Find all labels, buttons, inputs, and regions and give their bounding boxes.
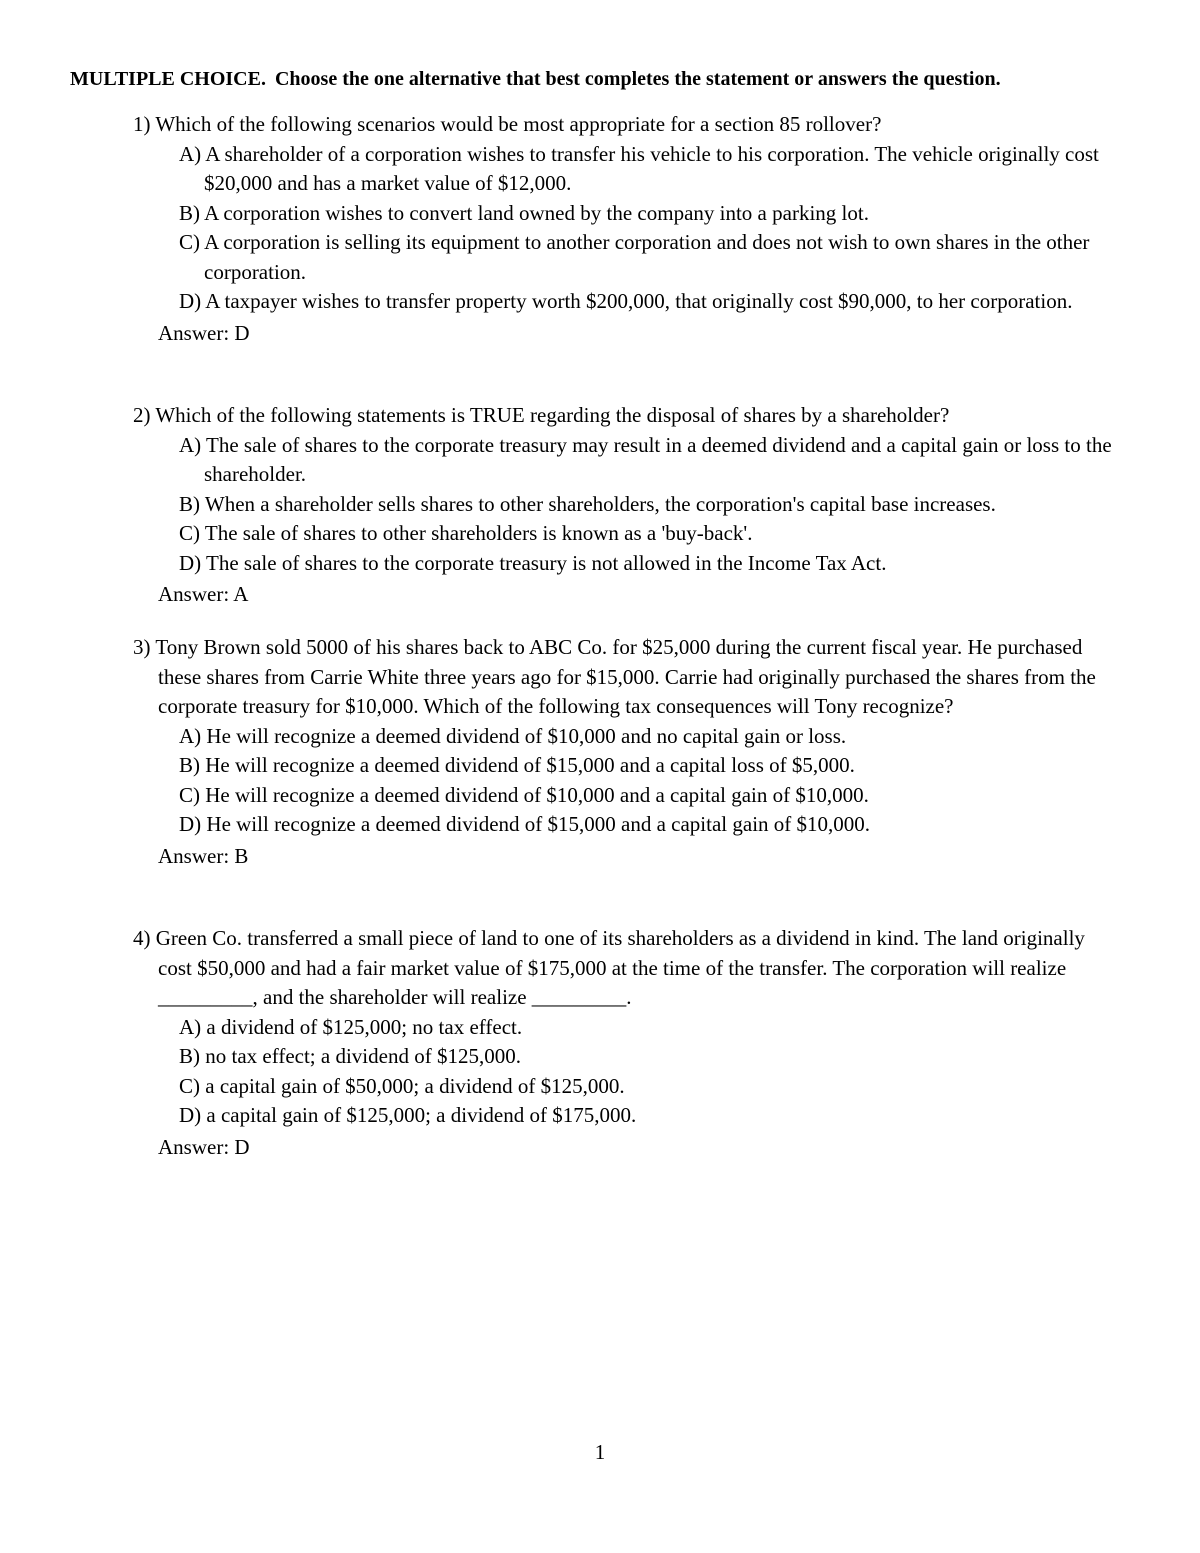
answer-key: Answer: D [158,1134,250,1159]
answer-options [133,431,1113,579]
answer-key: Answer: A [158,582,249,606]
question-stem: 4) Green Co. transferred a small piece of land to one of its shareholders as a dividend in kind. The land originally cost $50,000 and had a fair market value of $175,000 at the time of the transfer. The corporation will realize _________, and the shareholder will realize _________. [133,926,1085,1009]
option-c: C) He will recognize a deemed dividend of $10,000 and a capital gain of $10,000. [179,782,869,807]
question-stem: 1) Which of the following scenarios would be most appropriate for a section 85 rollover? [133,112,882,136]
page-number: 1 [594,1440,606,1464]
option-c: C) A corporation is selling its equipment to another corporation and does not wish to own shares in the other corporation. [179,230,1090,284]
question-4 [133,924,1113,1162]
answer-key: Answer: D [158,320,250,345]
option-b: B) When a shareholder sells shares to other shareholders, the corporation's capital base increases. [179,491,996,516]
section-heading: MULTIPLE CHOICE. [70,68,266,90]
answer-key: Answer: B [158,843,249,868]
question-3 [133,633,1113,871]
section-directions: Choose the one alternative that best completes the statement or answers the question. [274,68,1001,90]
answer-options [133,140,1113,317]
question-stem: 2) Which of the following statements is TRUE regarding the disposal of shares by a shareholder? [133,403,950,427]
option-d: D) The sale of shares to the corporate treasury is not allowed in the Income Tax Act. [179,550,887,575]
option-a: A) The sale of shares to the corporate treasury may result in a deemed dividend and a capital gain or loss to the shareholder. [179,432,1112,486]
question-2 [133,401,1113,610]
option-d: D) A taxpayer wishes to transfer property worth $200,000, that originally cost $90,000, to her corporation. [179,289,1073,313]
answer-options [133,1013,1113,1131]
option-b: B) no tax effect; a dividend of $125,000. [179,1044,521,1068]
option-d: D) He will recognize a deemed dividend of $15,000 and a capital gain of $10,000. [179,812,871,836]
option-d: D) a capital gain of $125,000; a dividend of $175,000. [179,1103,637,1127]
question-1 [133,110,1113,348]
option-c: C) The sale of shares to other shareholders is known as a 'buy-back'. [179,521,753,545]
option-a: A) a dividend of $125,000; no tax effect. [179,1014,523,1039]
option-b: B) He will recognize a deemed dividend of $15,000 and a capital loss of $5,000. [179,753,855,777]
option-a: A) A shareholder of a corporation wishes to transfer his vehicle to his corporation. The vehicle originally cost $20,000 and has a market value of $12,000. [179,141,1099,195]
option-b: B) A corporation wishes to convert land owned by the company into a parking lot. [179,200,869,225]
question-stem: 3) Tony Brown sold 5000 of his shares back to ABC Co. for $25,000 during the current fiscal year. He purchased these shares from Carrie White three years ago for $15,000. Carrie had originally purchased the shares from the corporate treasury for $10,000. Which of the following tax consequences will Tony recognize? [133,635,1096,718]
section-instructions [70,68,1150,91]
option-c: C) a capital gain of $50,000; a dividend of $125,000. [179,1073,625,1098]
option-a: A) He will recognize a deemed dividend of $10,000 and no capital gain or loss. [179,723,847,748]
answer-options [133,722,1113,840]
